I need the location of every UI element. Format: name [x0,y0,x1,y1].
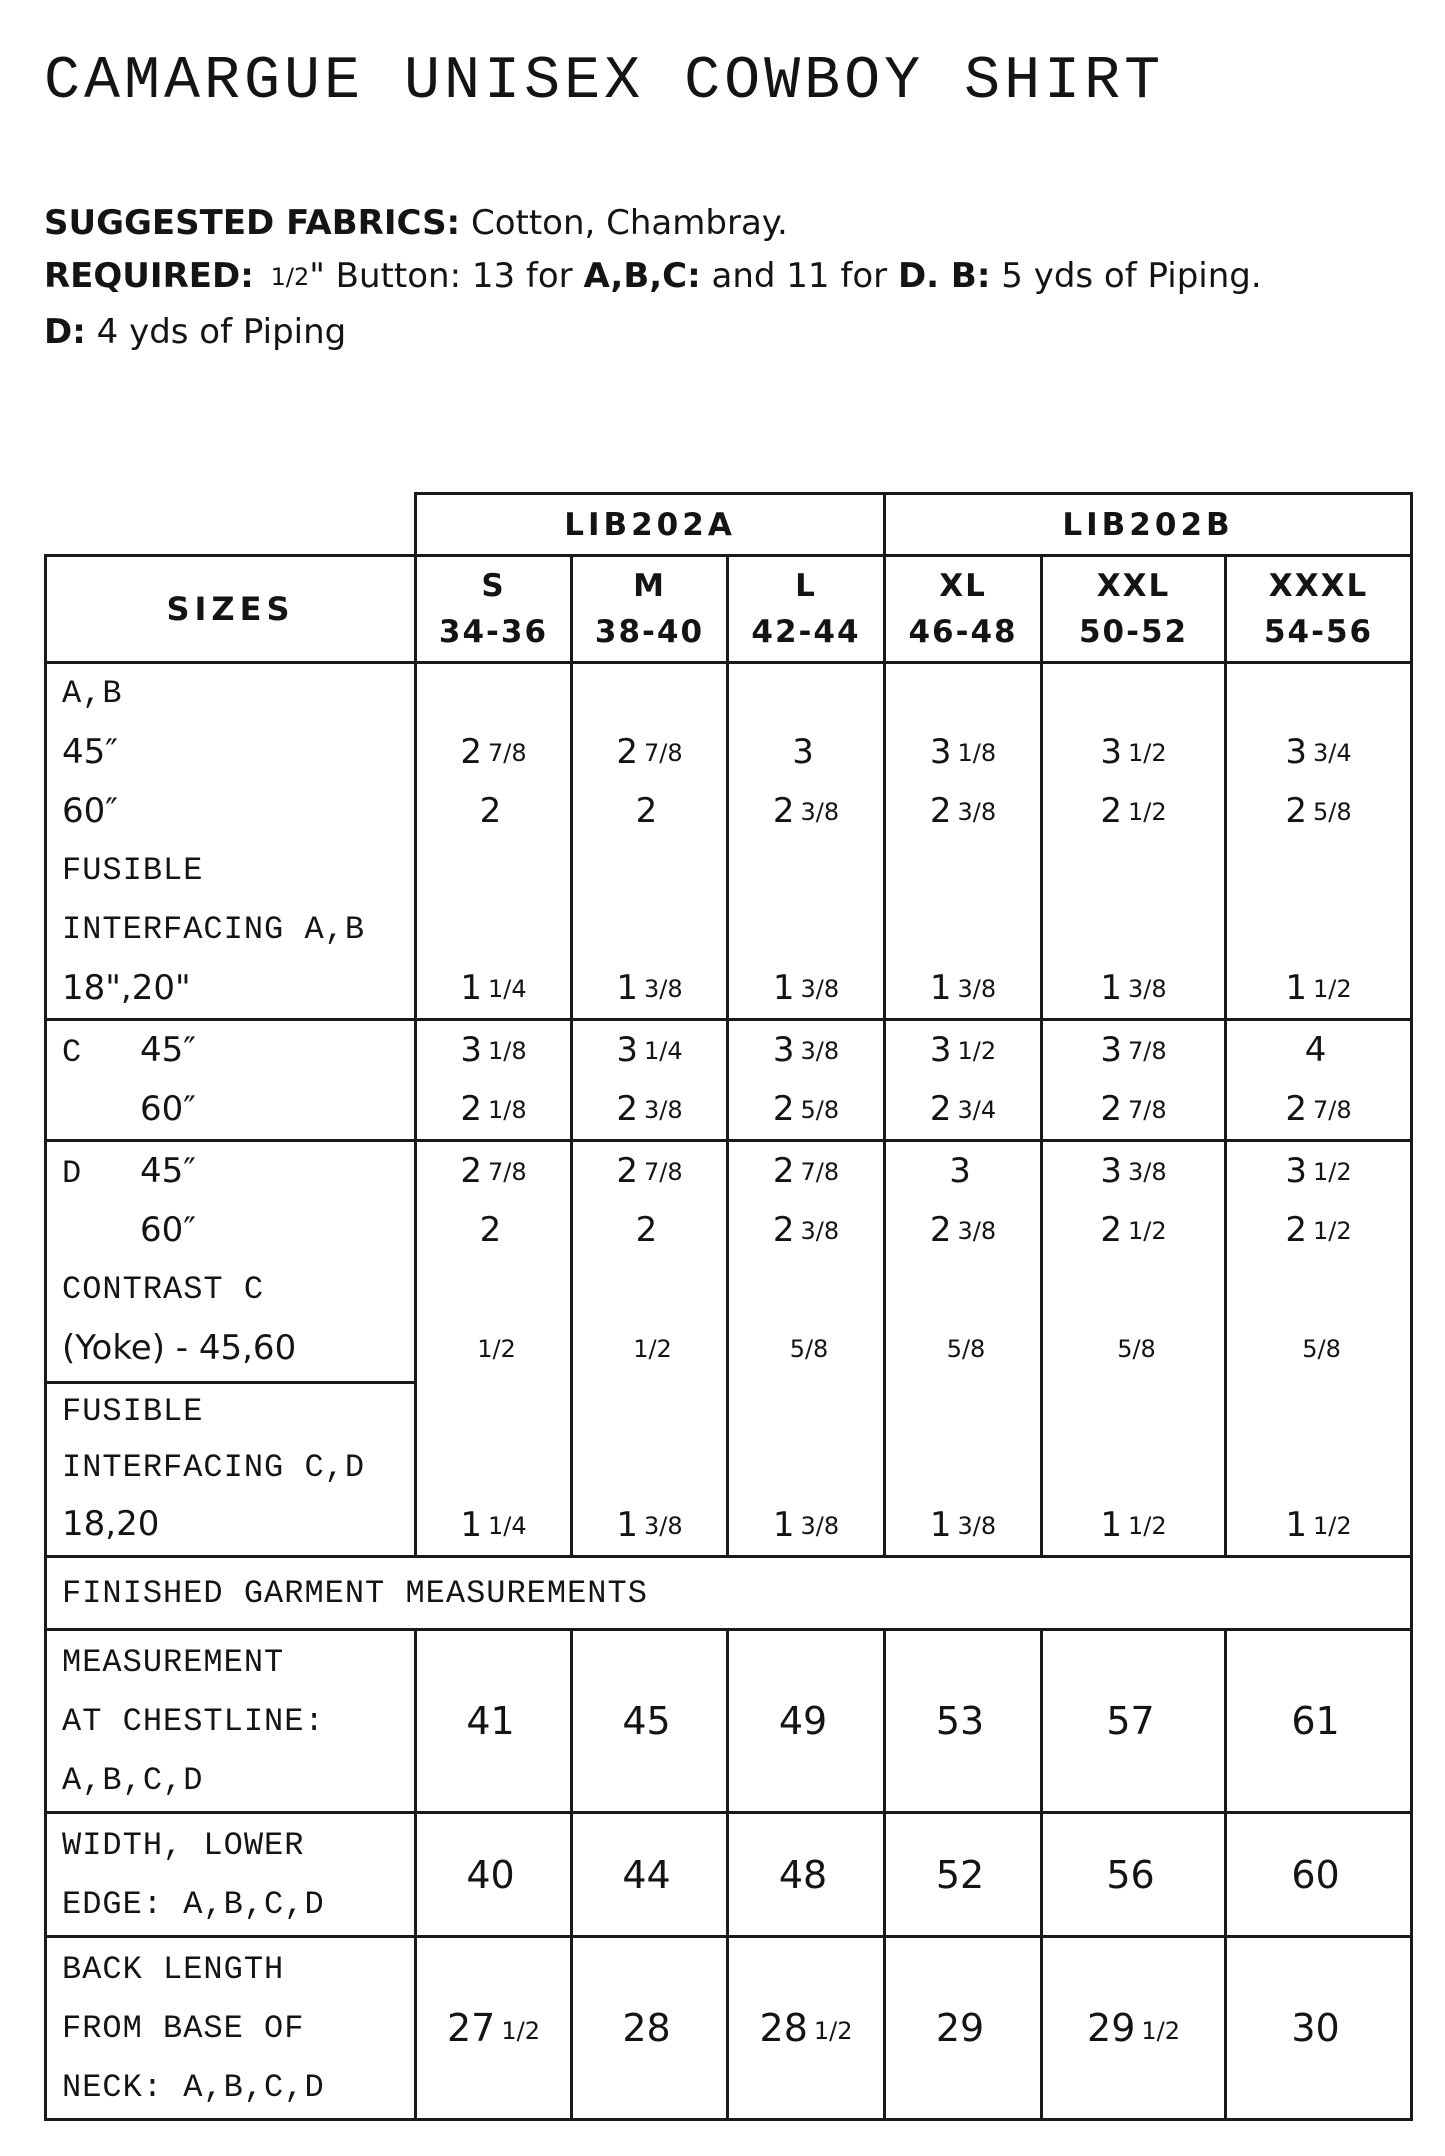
value-fraction: 5/8 [946,1335,986,1363]
value-whole: 3 [929,732,952,772]
value-whole: 3 [929,1030,952,1070]
value-whole: 44 [622,1852,671,1897]
contrast-yardage [886,1319,1040,1378]
contrast-yardage [573,1319,726,1378]
value-whole: 1 [460,968,482,1008]
value-whole: 2 [772,1210,795,1250]
back-length-label-cell [46,1937,416,2120]
value-whole: 2 [635,1210,658,1250]
value-fraction: 3/8 [644,1512,683,1540]
value-whole: 1 [1285,968,1308,1008]
value-fraction: 3/4 [1313,739,1352,767]
yardage-45 [417,1142,570,1201]
chest-value [416,1630,572,1813]
table-row [46,663,1412,1020]
value-whole: 2 [1285,791,1308,831]
back-label-3: NECK: A,B,C,D [62,2068,325,2106]
fusible-yardage [1043,959,1224,1018]
value-whole: 53 [935,1699,985,1743]
d-label: D [62,1155,83,1192]
back-label-1: BACK LENGTH [62,1950,285,1988]
ab-values [885,663,1042,1020]
sizes-header: SIZES [46,556,416,663]
value-whole: 2 [616,1151,638,1191]
value-fraction: 7/8 [488,739,527,767]
d-piping: 4 yds of Piping [96,312,347,352]
ab-label: A,B [62,675,123,712]
value-whole: 1 [1100,1505,1123,1545]
size-header [416,556,572,663]
yardage-60 [573,1201,726,1260]
d-45-label: 45″ [140,1151,196,1191]
value-fraction: 1/2 [1313,1217,1352,1245]
fusible-yardage [886,959,1040,1018]
c-values [572,1020,728,1141]
d-label: D: [44,312,86,352]
fusible-yardage [573,959,726,1018]
lower-edge-value [416,1813,572,1937]
size-name: XXXL [1268,568,1369,604]
db-label: D. B: [897,256,991,296]
c-label-cell [46,1020,416,1141]
value-whole: 27 [447,2006,496,2050]
value-fraction: 7/8 [800,1158,840,1186]
value-whole: 3 [772,1030,795,1070]
value-fraction: 1/8 [488,1037,527,1065]
table-row [46,1937,1412,2120]
value-whole: 29 [1087,2006,1136,2050]
chest-value [728,1630,885,1813]
value-whole: 2 [635,791,658,831]
button-text: " Button: 13 for [309,256,573,296]
value-whole: 29 [935,2006,985,2050]
d-values [1042,1141,1226,1557]
and-11-for: and 11 for [711,256,888,296]
value-fraction: 3/8 [957,1512,997,1540]
c-60-line [62,1080,414,1139]
value-whole: 2 [616,1089,638,1129]
value-fraction: 5/8 [800,1096,840,1124]
back-length-value [728,1937,885,2120]
size-range: 50-52 [1078,614,1189,650]
size-name: M [633,568,666,604]
value-whole: 60 [1291,1852,1340,1897]
value-whole: 4 [1304,1030,1327,1070]
yardage-45 [1227,723,1410,782]
yardage-45 [729,1021,883,1080]
d-60-label: 60″ [140,1210,196,1250]
lower-edge-value [1042,1813,1226,1937]
yardage-60 [729,1201,883,1260]
value-fraction: 1/2 [1128,1217,1167,1245]
chest-label-2: AT CHESTLINE: [62,1702,325,1740]
button-size: 1/2 [270,263,310,291]
value-whole: 30 [1291,2006,1340,2050]
value-fraction: 1/2 [1128,798,1167,826]
value-fraction: 5/8 [789,1335,829,1363]
fusible-yardage [886,1496,1040,1555]
lower-edge-label-cell [46,1813,416,1937]
d-values [572,1141,728,1557]
c-values [1226,1020,1412,1141]
value-whole: 28 [622,2006,671,2050]
chest-label-1: MEASUREMENT [62,1643,285,1681]
yardage-45 [886,723,1040,782]
value-fraction: 7/8 [1128,1037,1167,1065]
value-whole: 3 [1100,1030,1123,1070]
c-values [416,1020,572,1141]
yardage-60 [1227,782,1410,841]
d-values [416,1141,572,1557]
size-range: 34-36 [438,614,549,650]
b-piping: 5 yds of Piping. [1001,256,1262,296]
value-whole: 2 [1285,1210,1308,1250]
c-45-line [62,1021,414,1080]
value-fraction: 1/2 [957,1037,997,1065]
value-whole: 2 [772,1151,795,1191]
yardage-45 [417,723,570,782]
value-fraction: 1/8 [488,1096,527,1124]
value-whole: 2 [772,1089,795,1129]
c-45-label: 45″ [140,1030,196,1070]
value-fraction: 3/8 [800,975,840,1003]
yardage-45 [1227,1142,1410,1201]
yardage-45 [1043,1142,1224,1201]
yardage-60 [1227,1201,1410,1260]
value-fraction: 1/2 [1313,975,1352,1003]
yardage-60 [417,1201,570,1260]
yardage-60 [573,1080,726,1139]
fusible-yardage [1227,1496,1410,1555]
value-fraction: 3/8 [800,798,840,826]
value-whole: 3 [1285,732,1308,772]
value-whole: 2 [460,1089,482,1129]
yardage-45 [573,723,726,782]
fabrics-value: Cotton, Chambray. [470,203,788,243]
yardage-45 [1227,1021,1410,1080]
value-fraction: 1/4 [488,1512,527,1540]
yardage-60 [729,1080,883,1139]
fabrics-line [44,197,1424,250]
ab-values [572,663,728,1020]
lower-edge-value [885,1813,1042,1937]
fusible-yardage [1043,1496,1224,1555]
table-row [46,1813,1412,1937]
size-name: L [795,568,817,604]
value-fraction: 1/2 [1313,1512,1352,1540]
value-whole: 2 [460,1151,482,1191]
yardage-60 [1227,1080,1410,1139]
ab-values [728,663,885,1020]
empty-corner [46,494,416,556]
chest-value [572,1630,728,1813]
ab-fusible-width: 18",20" [62,968,191,1008]
value-whole: 1 [772,968,795,1008]
d-values [728,1141,885,1557]
value-whole: 52 [935,1852,985,1897]
value-whole: 3 [949,1151,971,1191]
value-whole: 2 [929,1089,952,1129]
c-values [885,1020,1042,1141]
value-fraction: 7/8 [488,1158,527,1186]
fusible-yardage [729,1496,883,1555]
value-whole: 2 [772,791,795,831]
required-label: REQUIRED: [44,256,254,296]
yardage-45 [573,1021,726,1080]
yardage-45 [1043,1021,1224,1080]
value-whole: 1 [929,1505,952,1545]
d-values [1226,1141,1412,1557]
lower-label-2: EDGE: A,B,C,D [62,1885,325,1923]
cd-fusible-label: FUSIBLE [62,1393,204,1431]
c-values [1042,1020,1226,1141]
c-60-label: 60″ [140,1089,196,1129]
ab-values [416,663,572,1020]
size-header [728,556,885,663]
yardage-45 [417,1021,570,1080]
yardage-60 [886,1201,1040,1260]
value-whole: 1 [1285,1505,1308,1545]
yardage-60 [417,782,570,841]
value-whole: 2 [929,791,952,831]
value-whole: 40 [466,1852,515,1897]
value-fraction: 1/2 [813,2017,853,2045]
back-length-value [1042,1937,1226,2120]
contrast-yardage [729,1319,883,1378]
value-fraction: 3/8 [800,1217,840,1245]
fusible-yardage [417,1496,570,1555]
yardage-60 [573,782,726,841]
value-fraction: 1/4 [488,975,527,1003]
ab-label-cell [46,663,416,1020]
d-60-line [62,1201,414,1260]
value-fraction: 5/8 [1302,1335,1341,1363]
value-fraction: 3/8 [957,975,997,1003]
back-label-2: FROM BASE OF [62,2009,305,2047]
c-values [728,1020,885,1141]
chest-label-cell [46,1630,416,1813]
group-header-lib202b: LIB202B [885,494,1412,556]
fusible-yardage [573,1496,726,1555]
cd-interfacing-label: INTERFACING C,D [62,1449,366,1487]
yardage-45 [729,723,883,782]
size-chart-table [44,492,1413,2121]
value-whole: 1 [460,1505,482,1545]
contrast-yardage [1227,1319,1410,1378]
value-fraction: 3/8 [957,798,997,826]
yardage-60 [1043,1080,1224,1139]
chest-value [1042,1630,1226,1813]
value-whole: 2 [616,732,638,772]
back-length-value [1226,1937,1412,2120]
value-fraction: 1/2 [1313,1158,1352,1186]
size-range: 54-56 [1263,614,1374,650]
value-fraction: 3/8 [957,1217,997,1245]
value-whole: 3 [792,732,814,772]
value-fraction: 1/2 [501,2017,540,2045]
ab-interfacing-label: INTERFACING A,B [62,911,366,948]
value-whole: 2 [479,1210,502,1250]
value-fraction: 1/2 [1128,739,1167,767]
yardage-45 [886,1021,1040,1080]
value-fraction: 3/8 [800,1037,840,1065]
value-fraction: 3/8 [644,1096,683,1124]
value-fraction: 7/8 [644,739,683,767]
value-whole: 1 [1100,968,1123,1008]
value-whole: 2 [1100,791,1123,831]
value-fraction: 1/2 [477,1335,516,1363]
value-fraction: 7/8 [1128,1096,1167,1124]
yardage-60 [886,782,1040,841]
c-label: C [62,1034,83,1071]
value-whole: 3 [1100,1151,1123,1191]
value-whole: 3 [1100,732,1123,772]
value-fraction: 1/2 [1128,1512,1167,1540]
chest-value [885,1630,1042,1813]
yoke-label: (Yoke) - 45,60 [62,1328,297,1368]
required-line [44,250,1424,306]
yardage-45 [1043,723,1224,782]
value-whole: 1 [929,968,952,1008]
value-whole: 1 [772,1505,795,1545]
lower-edge-value [572,1813,728,1937]
size-header [1226,556,1412,663]
value-fraction: 3/8 [1128,975,1167,1003]
abc-label: A,B,C: [583,256,701,296]
lower-edge-value [1226,1813,1412,1937]
value-fraction: 1/8 [957,739,997,767]
table-row [46,1141,1412,1383]
value-whole: 2 [929,1210,952,1250]
d-values [885,1141,1042,1557]
value-fraction: 3/8 [644,975,683,1003]
yardage-60 [1043,782,1224,841]
size-range: 38-40 [594,614,705,650]
value-whole: 2 [1285,1089,1308,1129]
fusible-yardage [1227,959,1410,1018]
d-label-cell [46,1141,416,1383]
size-header [1042,556,1226,663]
back-length-value [885,1937,1042,2120]
value-fraction: 1/4 [644,1037,683,1065]
value-fraction: 5/8 [1117,1335,1156,1363]
value-whole: 1 [616,968,638,1008]
back-length-value [416,1937,572,2120]
value-whole: 49 [778,1699,828,1743]
contrast-label: CONTRAST C [62,1271,265,1308]
table-row [46,1630,1412,1813]
contrast-yardage [1043,1319,1224,1378]
value-fraction: 3/8 [800,1512,840,1540]
contrast-yardage [417,1319,570,1378]
fusible-yardage [729,959,883,1018]
chest-value [1226,1630,1412,1813]
value-whole: 57 [1106,1699,1155,1743]
size-range: 42-44 [751,614,861,650]
value-whole: 1 [616,1505,638,1545]
size-header [885,556,1042,663]
value-whole: 56 [1106,1852,1155,1897]
fabrics-label: SUGGESTED FABRICS: [44,203,461,243]
value-whole: 2 [1100,1210,1123,1250]
ab-60-label: 60″ [62,791,118,831]
size-name: S [481,568,506,604]
yardage-60 [417,1080,570,1139]
cd-fusible-width: 18,20 [62,1504,160,1545]
value-whole: 3 [616,1030,638,1070]
value-whole: 2 [479,791,502,831]
size-name: XXL [1096,568,1171,604]
value-fraction: 1/2 [1141,2017,1180,2045]
value-whole: 3 [460,1030,482,1070]
yardage-60 [729,782,883,841]
chest-label-3: A,B,C,D [62,1761,204,1799]
lower-edge-value [728,1813,885,1937]
value-fraction: 1/2 [633,1335,672,1363]
value-whole: 41 [466,1699,515,1743]
yardage-60 [1043,1201,1224,1260]
size-header [572,556,728,663]
value-whole: 2 [1100,1089,1123,1129]
size-range: 46-48 [908,614,1018,650]
back-length-value [572,1937,728,2120]
ab-values [1042,663,1226,1020]
value-whole: 61 [1291,1699,1340,1743]
d-piping-line [44,306,1424,359]
size-name: XL [939,568,987,604]
lower-label-1: WIDTH, LOWER [62,1826,305,1864]
value-fraction: 5/8 [1313,798,1352,826]
value-fraction: 3/8 [1128,1158,1167,1186]
value-fraction: 7/8 [1313,1096,1352,1124]
requirements-block [44,197,1424,359]
value-whole: 48 [778,1852,828,1897]
ab-45-label: 45″ [62,732,118,772]
value-fraction: 3/4 [957,1096,997,1124]
value-whole: 3 [1285,1151,1308,1191]
yardage-45 [729,1142,883,1201]
cd-fusible-label-cell [46,1383,416,1557]
fusible-yardage [417,959,570,1018]
value-whole: 45 [622,1699,671,1743]
page-title: CAMARGUE UNISEX COWBOY SHIRT [44,48,1165,116]
d-45-line [62,1142,414,1201]
finished-measurements-header: FINISHED GARMENT MEASUREMENTS [46,1557,1412,1630]
yardage-45 [886,1142,1040,1201]
value-whole: 28 [759,2006,808,2050]
value-whole: 2 [460,732,482,772]
group-header-lib202a: LIB202A [416,494,885,556]
yardage-45 [573,1142,726,1201]
ab-values [1226,663,1412,1020]
value-fraction: 7/8 [644,1158,683,1186]
yardage-60 [886,1080,1040,1139]
ab-fusible-label: FUSIBLE [62,852,204,889]
table-row [46,1020,1412,1141]
